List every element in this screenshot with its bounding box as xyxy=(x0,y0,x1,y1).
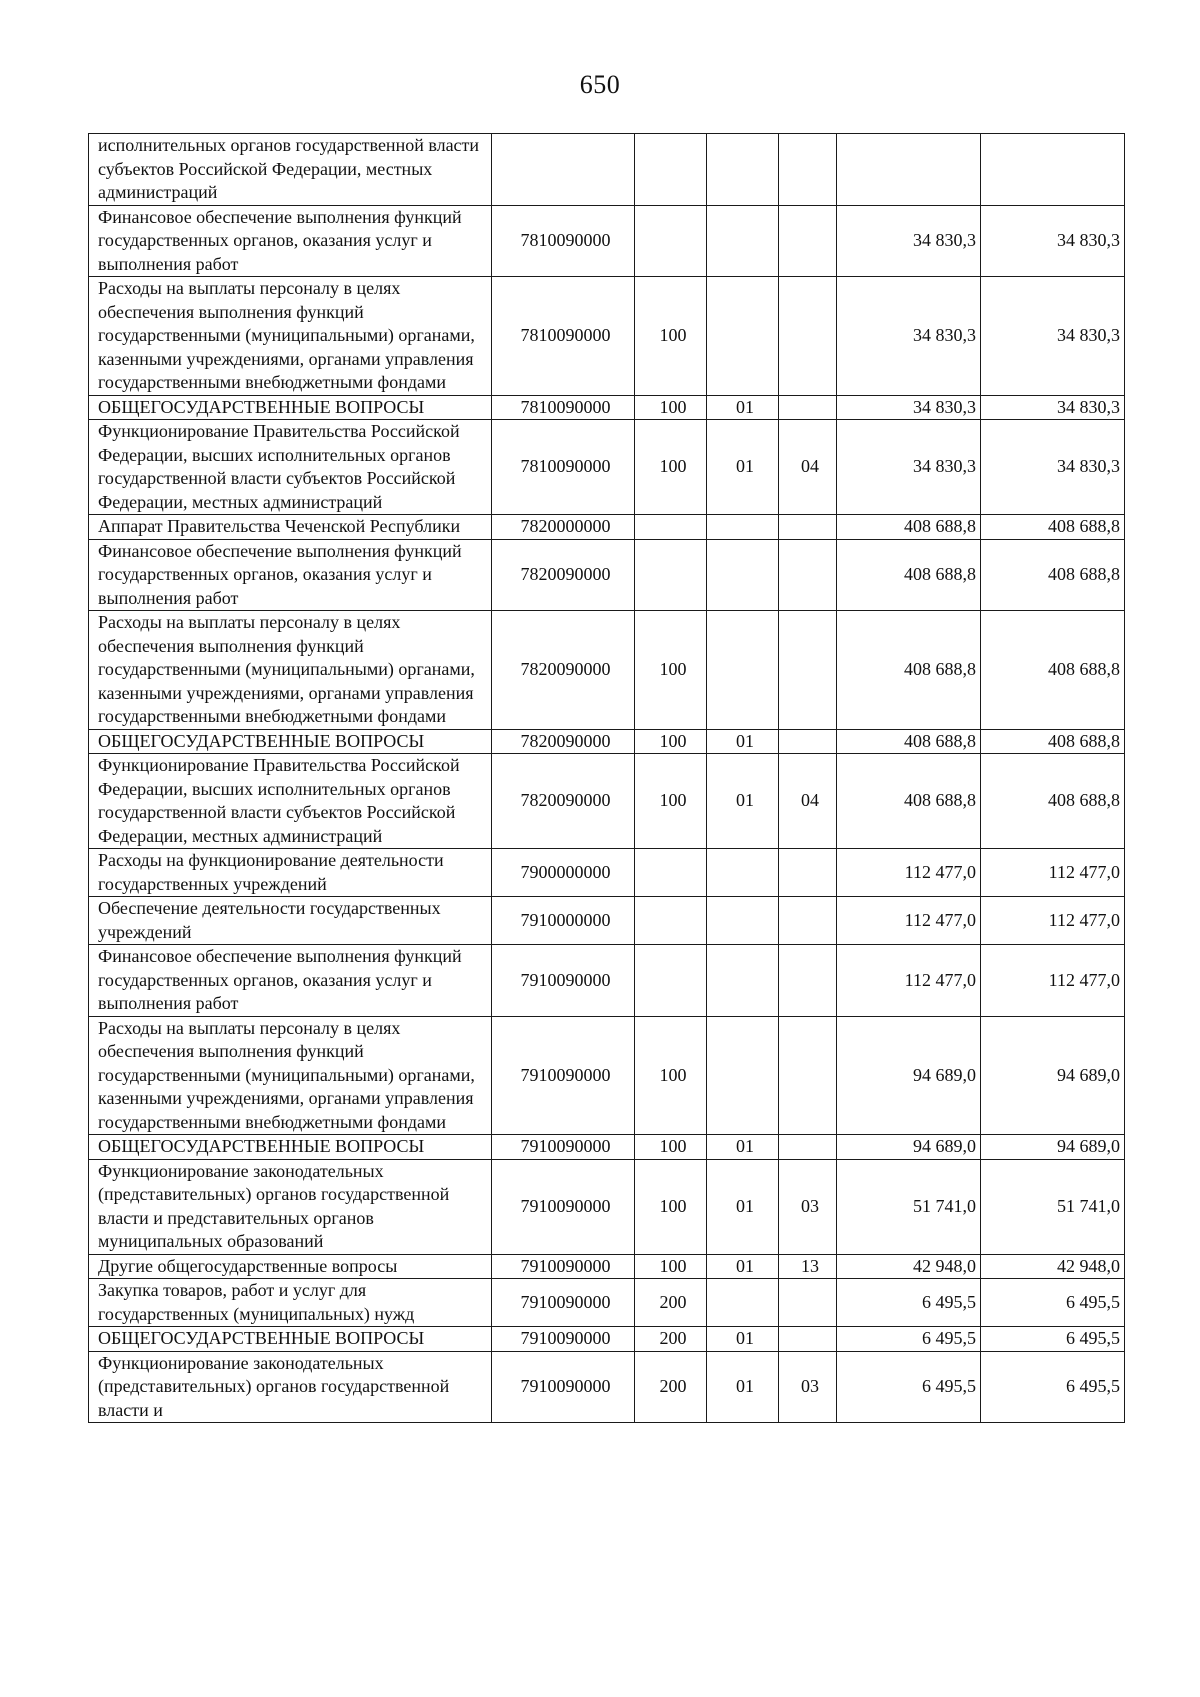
row-section-cell: 01 xyxy=(707,420,779,515)
row-amount-1-cell: 6 495,5 xyxy=(837,1279,981,1327)
row-amount-1-cell: 6 495,5 xyxy=(837,1327,981,1352)
row-amount-1-cell: 408 688,8 xyxy=(837,729,981,754)
row-amount-2-cell: 408 688,8 xyxy=(981,539,1125,611)
row-section-cell xyxy=(707,897,779,945)
row-amount-1-cell: 51 741,0 xyxy=(837,1159,981,1254)
page-number: 650 xyxy=(579,70,621,99)
row-subsection-cell xyxy=(779,611,837,730)
row-amount-1-cell: 408 688,8 xyxy=(837,754,981,849)
row-name-cell: ОБЩЕГОСУДАРСТВЕННЫЕ ВОПРОСЫ xyxy=(89,1327,492,1352)
table-row xyxy=(89,205,1125,277)
row-amount-2-cell: 6 495,5 xyxy=(981,1351,1125,1423)
row-amount-2-cell: 34 830,3 xyxy=(981,205,1125,277)
row-code-cell: 7810090000 xyxy=(492,420,635,515)
row-name-cell: Финансовое обеспечение выполнения функций государственных органов, оказания услуг и выполнения работ xyxy=(89,539,492,611)
row-amount-2-cell: 94 689,0 xyxy=(981,1135,1125,1160)
row-amount-2-cell: 34 830,3 xyxy=(981,395,1125,420)
row-code-cell: 7810090000 xyxy=(492,395,635,420)
budget-table xyxy=(88,133,1125,1423)
row-expense-type-cell xyxy=(635,205,707,277)
table-row xyxy=(89,729,1125,754)
row-expense-type-cell: 100 xyxy=(635,754,707,849)
table-row xyxy=(89,277,1125,396)
row-expense-type-cell: 100 xyxy=(635,1254,707,1279)
row-section-cell: 01 xyxy=(707,1254,779,1279)
row-name-cell: Финансовое обеспечение выполнения функций государственных органов, оказания услуг и выполнения работ xyxy=(89,945,492,1017)
row-amount-1-cell: 408 688,8 xyxy=(837,539,981,611)
row-name-cell: Финансовое обеспечение выполнения функций государственных органов, оказания услуг и выполнения работ xyxy=(89,205,492,277)
row-amount-1-cell: 34 830,3 xyxy=(837,395,981,420)
row-amount-1-cell: 112 477,0 xyxy=(837,849,981,897)
table-row xyxy=(89,1351,1125,1423)
row-expense-type-cell: 100 xyxy=(635,420,707,515)
table-row xyxy=(89,395,1125,420)
row-subsection-cell xyxy=(779,515,837,540)
table-row xyxy=(89,134,1125,206)
row-code-cell: 7820090000 xyxy=(492,754,635,849)
row-name-cell: ОБЩЕГОСУДАРСТВЕННЫЕ ВОПРОСЫ xyxy=(89,1135,492,1160)
row-name-cell: Функционирование Правительства Российской Федерации, высших исполнительных органов государственной власти субъектов Российской Федерации, местных администраций xyxy=(89,754,492,849)
row-section-cell: 01 xyxy=(707,1159,779,1254)
row-amount-1-cell: 42 948,0 xyxy=(837,1254,981,1279)
row-expense-type-cell: 100 xyxy=(635,1016,707,1135)
row-name-cell: Расходы на функционирование деятельности государственных учреждений xyxy=(89,849,492,897)
row-code-cell: 7910090000 xyxy=(492,1327,635,1352)
table-row xyxy=(89,515,1125,540)
table-row xyxy=(89,1016,1125,1135)
row-amount-1-cell: 94 689,0 xyxy=(837,1135,981,1160)
row-subsection-cell xyxy=(779,1016,837,1135)
row-subsection-cell: 04 xyxy=(779,420,837,515)
row-amount-2-cell: 94 689,0 xyxy=(981,1016,1125,1135)
row-expense-type-cell: 200 xyxy=(635,1351,707,1423)
table-row xyxy=(89,539,1125,611)
row-section-cell: 01 xyxy=(707,1135,779,1160)
table-row xyxy=(89,849,1125,897)
row-expense-type-cell: 100 xyxy=(635,277,707,396)
row-subsection-cell xyxy=(779,539,837,611)
row-subsection-cell: 04 xyxy=(779,754,837,849)
table-row xyxy=(89,1327,1125,1352)
row-section-cell xyxy=(707,277,779,396)
table-row xyxy=(89,1254,1125,1279)
row-code-cell: 7900000000 xyxy=(492,849,635,897)
row-subsection-cell xyxy=(779,1327,837,1352)
table-row xyxy=(89,1279,1125,1327)
row-expense-type-cell xyxy=(635,539,707,611)
row-name-cell: Обеспечение деятельности государственных учреждений xyxy=(89,897,492,945)
row-subsection-cell xyxy=(779,277,837,396)
row-amount-2-cell: 112 477,0 xyxy=(981,945,1125,1017)
row-expense-type-cell xyxy=(635,134,707,206)
row-code-cell: 7820000000 xyxy=(492,515,635,540)
row-name-cell: Расходы на выплаты персоналу в целях обеспечения выполнения функций государственными (муниципальными) органами, казенными учреждениями, органами управления государственными внебюджетными фондами xyxy=(89,1016,492,1135)
row-subsection-cell xyxy=(779,1135,837,1160)
row-amount-2-cell: 408 688,8 xyxy=(981,729,1125,754)
row-subsection-cell xyxy=(779,1279,837,1327)
row-subsection-cell: 03 xyxy=(779,1351,837,1423)
row-name-cell: Аппарат Правительства Чеченской Республики xyxy=(89,515,492,540)
row-name-cell: исполнительных органов государственной власти субъектов Российской Федерации, местных администраций xyxy=(89,134,492,206)
row-section-cell: 01 xyxy=(707,754,779,849)
row-section-cell xyxy=(707,611,779,730)
row-name-cell: Функционирование законодательных (представительных) органов государственной власти и xyxy=(89,1351,492,1423)
row-expense-type-cell xyxy=(635,849,707,897)
row-name-cell: Закупка товаров, работ и услуг для государственных (муниципальных) нужд xyxy=(89,1279,492,1327)
row-expense-type-cell: 100 xyxy=(635,611,707,730)
row-code-cell: 7820090000 xyxy=(492,729,635,754)
row-amount-2-cell: 51 741,0 xyxy=(981,1159,1125,1254)
row-section-cell xyxy=(707,849,779,897)
row-code-cell: 7910090000 xyxy=(492,1254,635,1279)
row-section-cell: 01 xyxy=(707,1327,779,1352)
row-amount-1-cell: 34 830,3 xyxy=(837,277,981,396)
row-code-cell: 7910090000 xyxy=(492,1159,635,1254)
row-name-cell: Расходы на выплаты персоналу в целях обеспечения выполнения функций государственными (муниципальными) органами, казенными учреждениями, органами управления государственными внебюджетными фондами xyxy=(89,611,492,730)
row-section-cell xyxy=(707,539,779,611)
row-amount-2-cell: 34 830,3 xyxy=(981,277,1125,396)
table-row xyxy=(89,754,1125,849)
row-amount-1-cell: 34 830,3 xyxy=(837,205,981,277)
row-code-cell: 7910090000 xyxy=(492,1279,635,1327)
row-section-cell xyxy=(707,134,779,206)
row-amount-1-cell: 94 689,0 xyxy=(837,1016,981,1135)
row-amount-2-cell: 112 477,0 xyxy=(981,849,1125,897)
row-amount-1-cell: 112 477,0 xyxy=(837,945,981,1017)
row-amount-2-cell: 6 495,5 xyxy=(981,1279,1125,1327)
row-name-cell: Расходы на выплаты персоналу в целях обеспечения выполнения функций государственными (муниципальными) органами, казенными учреждениями, органами управления государственными внебюджетными фондами xyxy=(89,277,492,396)
row-amount-1-cell: 34 830,3 xyxy=(837,420,981,515)
row-code-cell: 7810090000 xyxy=(492,205,635,277)
row-subsection-cell xyxy=(779,897,837,945)
row-subsection-cell xyxy=(779,945,837,1017)
table-row xyxy=(89,897,1125,945)
row-code-cell: 7910000000 xyxy=(492,897,635,945)
row-expense-type-cell xyxy=(635,945,707,1017)
row-subsection-cell xyxy=(779,849,837,897)
row-section-cell: 01 xyxy=(707,729,779,754)
table-row xyxy=(89,1159,1125,1254)
row-code-cell: 7910090000 xyxy=(492,1135,635,1160)
row-expense-type-cell: 100 xyxy=(635,395,707,420)
row-expense-type-cell: 100 xyxy=(635,1159,707,1254)
row-expense-type-cell: 100 xyxy=(635,1135,707,1160)
row-subsection-cell xyxy=(779,729,837,754)
row-expense-type-cell: 200 xyxy=(635,1327,707,1352)
row-name-cell: Другие общегосударственные вопросы xyxy=(89,1254,492,1279)
row-section-cell xyxy=(707,515,779,540)
table-row xyxy=(89,611,1125,730)
row-code-cell: 7810090000 xyxy=(492,277,635,396)
row-amount-2-cell xyxy=(981,134,1125,206)
row-subsection-cell xyxy=(779,395,837,420)
row-section-cell xyxy=(707,1016,779,1135)
row-subsection-cell xyxy=(779,205,837,277)
row-expense-type-cell xyxy=(635,897,707,945)
row-amount-2-cell: 408 688,8 xyxy=(981,754,1125,849)
budget-table-body xyxy=(89,134,1125,1423)
row-amount-1-cell: 112 477,0 xyxy=(837,897,981,945)
row-amount-1-cell: 408 688,8 xyxy=(837,515,981,540)
table-row xyxy=(89,420,1125,515)
row-expense-type-cell: 100 xyxy=(635,729,707,754)
row-section-cell xyxy=(707,205,779,277)
row-name-cell: ОБЩЕГОСУДАРСТВЕННЫЕ ВОПРОСЫ xyxy=(89,395,492,420)
row-code-cell: 7910090000 xyxy=(492,1016,635,1135)
row-amount-2-cell: 408 688,8 xyxy=(981,611,1125,730)
row-code-cell xyxy=(492,134,635,206)
row-amount-1-cell: 408 688,8 xyxy=(837,611,981,730)
row-code-cell: 7910090000 xyxy=(492,945,635,1017)
row-amount-2-cell: 408 688,8 xyxy=(981,515,1125,540)
row-name-cell: Функционирование законодательных (представительных) органов государственной власти и представительных органов муниципальных образований xyxy=(89,1159,492,1254)
table-row xyxy=(89,1135,1125,1160)
row-amount-2-cell: 42 948,0 xyxy=(981,1254,1125,1279)
row-code-cell: 7820090000 xyxy=(492,611,635,730)
row-amount-1-cell: 6 495,5 xyxy=(837,1351,981,1423)
row-amount-1-cell xyxy=(837,134,981,206)
row-section-cell xyxy=(707,945,779,1017)
row-subsection-cell xyxy=(779,134,837,206)
row-subsection-cell: 03 xyxy=(779,1159,837,1254)
row-name-cell: ОБЩЕГОСУДАРСТВЕННЫЕ ВОПРОСЫ xyxy=(89,729,492,754)
row-section-cell xyxy=(707,1279,779,1327)
row-code-cell: 7820090000 xyxy=(492,539,635,611)
row-amount-2-cell: 6 495,5 xyxy=(981,1327,1125,1352)
table-row xyxy=(89,945,1125,1017)
row-name-cell: Функционирование Правительства Российской Федерации, высших исполнительных органов государственной власти субъектов Российской Федерации, местных администраций xyxy=(89,420,492,515)
row-section-cell: 01 xyxy=(707,1351,779,1423)
row-code-cell: 7910090000 xyxy=(492,1351,635,1423)
row-amount-2-cell: 34 830,3 xyxy=(981,420,1125,515)
row-section-cell: 01 xyxy=(707,395,779,420)
row-subsection-cell: 13 xyxy=(779,1254,837,1279)
row-amount-2-cell: 112 477,0 xyxy=(981,897,1125,945)
row-expense-type-cell: 200 xyxy=(635,1279,707,1327)
row-expense-type-cell xyxy=(635,515,707,540)
